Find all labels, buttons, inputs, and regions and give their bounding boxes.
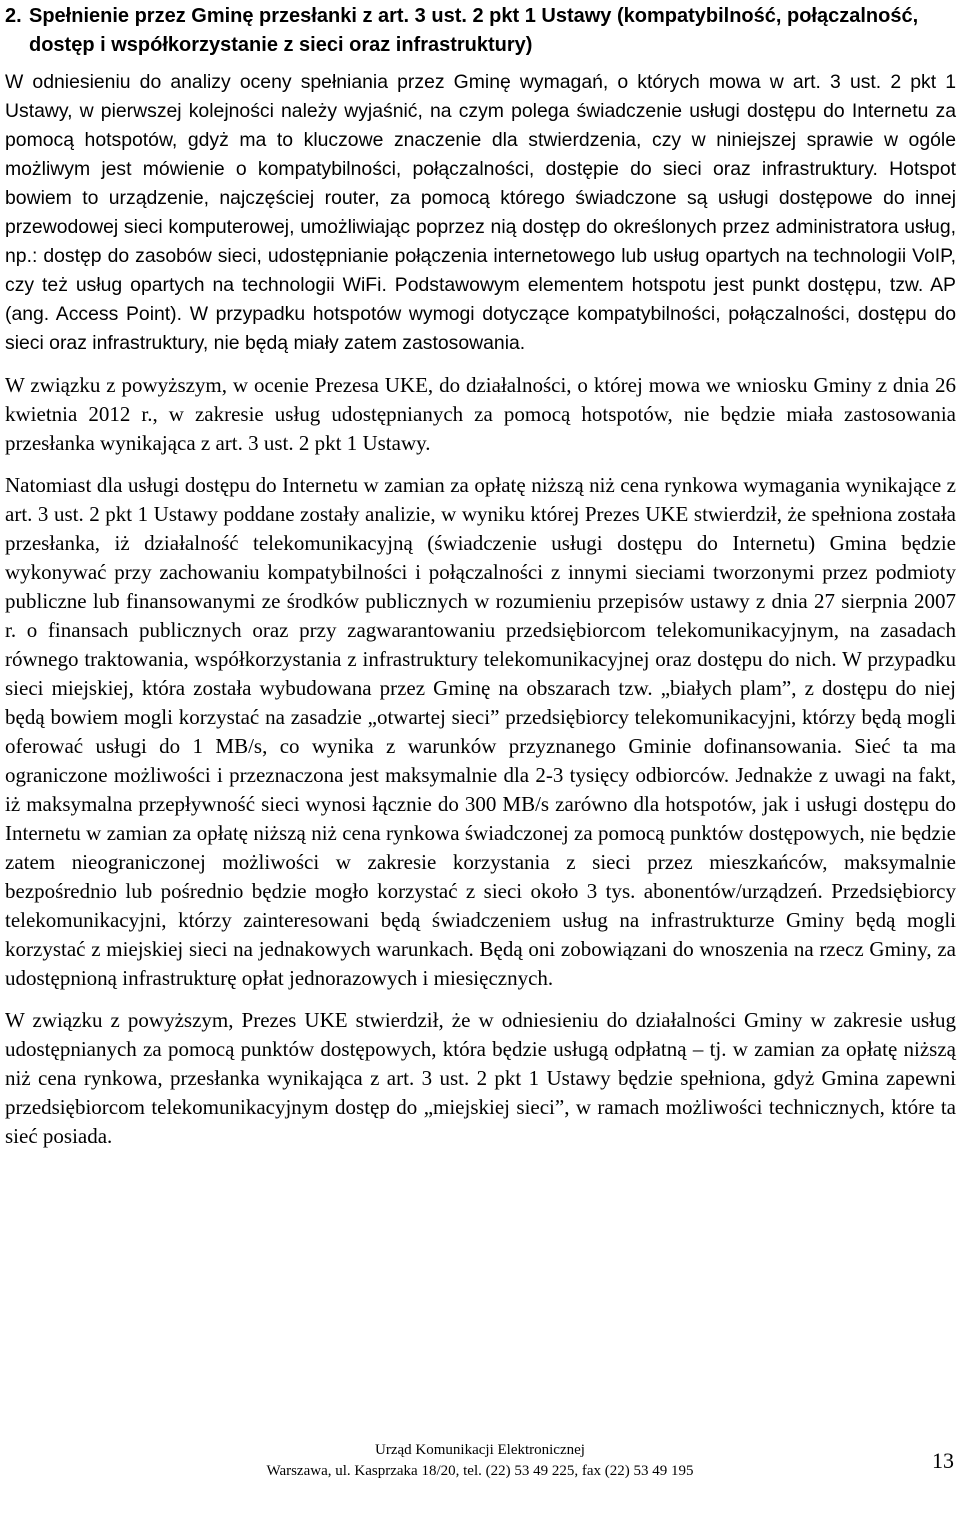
page-footer [0,1440,960,1482]
section-heading [5,2,956,60]
paragraph-hotspot-conclusion: W związku z powyższym, w ocenie Prezesa UKE, do działalności, o której mowa we wniosku Gminy z dnia 26 kwietnia 2012 r., w zakresie usług udostępnianych za pomocą hotspotów, nie będzie miała zastosowania przesłanka wynikająca z art. 3 ust. 2 pkt 1 Ustawy. [5,373,956,455]
page-number: 13 [932,1448,954,1473]
footer-address: Warszawa, ul. Kasprzaka 18/20, tel. (22) 53 49 225, fax (22) 53 49 195 [266,1463,694,1479]
section-number: 2. [5,5,22,27]
footer-office-name: Urząd Komunikacji Elektronicznej [375,1442,585,1458]
paragraph-hotspot-analysis: W odniesieniu do analizy oceny spełniania przez Gminę wymagań, o których mowa w art. 3 ust. 2 pkt 1 Ustawy, w pierwszej kolejności należy wyjaśnić, na czym polega świadczenie usługi dostępu do Internetu za pomocą hotspotów, gdyż ma to kluczowe znaczenie dla stwierdzenia, czy w niniejszej sprawie w ogóle możliwym jest mówienie o kompatybilności, połączalności, dostępie do sieci oraz infrastruktury. Hotspot bowiem to urządzenie, najczęściej router, za pomocą którego świadczone są usługi dostępowe do innej przewodowej sieci komputerowej, umożliwiając poprzez nią dostęp do określonych przez administratora usług, np.: dostęp do zasobów sieci, udostępnianie połączenia internetowego lub usług opartych na technologii VoIP, czy też usług opartych na technologii WiFi. Podstawowym elementem hotspotu jest punkt dostępu, tzw. AP (ang. Access Point). W przypadku hotspotów wymogi dotyczące kompatybilności, połączalności, dostępu do sieci oraz infrastruktury, nie będą miały zatem zastosowania. [5,71,956,354]
paragraph-internet-access-analysis: Natomiast dla usługi dostępu do Internetu w zamian za opłatę niższą niż cena rynkowa wymagania wynikające z art. 3 ust. 2 pkt 1 Ustawy poddane zostały analizie, w wyniku której Prezes UKE stwierdził, że spełniona została przesłanka, iż działalność telekomunikacyjną (świadczenie usługi dostępu do Internetu) Gmina będzie wykonywać przy zachowaniu kompatybilności i połączalności z innymi sieciami tworzonymi przez podmioty publiczne lub finansowanymi ze środków publicznych w rozumieniu przepisów ustawy z dnia 27 sierpnia 2007 r. o finansach publicznych oraz przy zagwarantowaniu przedsiębiorcom telekomunikacyjnym, na zasadach równego traktowania, współkorzystania z infrastruktury telekomunikacyjnej oraz dostępu do nich. W przypadku sieci miejskiej, która została wybudowana przez Gminę na obszarach tzw. „białych plam”, z dostępu do niej będą bowiem mogli korzystać na zasadzie „otwartej sieci” przedsiębiorcy telekomunikacyjni, którzy będą mogli oferować usługi do 1 MB/s, co wynika z warunków przyznanego Gminie dofinansowania. Sieć ta ma ograniczone możliwości i przeznaczona jest maksymalnie dla 2-3 tysięcy odbiorców. Jednakże z uwagi na fakt, iż maksymalna przepływność sieci wynosi łącznie do 300 MB/s zarówno dla hotspotów, jak i usługi dostępu do Internetu w zamian za opłatę niższą niż cena rynkowa świadczonej za pomocą punktów dostępowych, nie będzie zatem nieograniczonej możliwości w zakresie korzystania z sieci przez mieszkańców, maksymalnie bezpośrednio lub pośrednio będzie mogło korzystać z sieci około 3 tys. abonentów/urządzeń. Przedsiębiorcy telekomunikacyjni, którzy zainteresowani będą świadczeniem usług na infrastrukturze Gminy będą mogli korzystać z miejskiej sieci na jednakowych warunkach. Będą oni zobowiązani do wnoszenia na rzecz Gminy, za udostępnioną infrastrukturę opłat jednorazowych i miesięcznych. [5,473,956,990]
paragraph-access-points-conclusion: W związku z powyższym, Prezes UKE stwierdził, że w odniesieniu do działalności Gminy w zakresie usług udostępnianych za pomocą punktów dostępowych, która będzie usługą odpłatną – tj. w zamian za opłatę niższą niż cena rynkowa, przesłanka wynikająca z art. 3 ust. 2 pkt 1 Ustawy będzie spełniona, gdyż Gmina zapewni przedsiębiorcom telekomunikacyjnym dostęp do „miejskiej sieci”, w ramach możliwości technicznych, które ta sieć posiada. [5,1008,956,1148]
section-title: Spełnienie przez Gminę przesłanki z art. 3 ust. 2 pkt 1 Ustawy (kompatybilność, połączalność, dostęp i współkorzystanie z sieci oraz infrastruktury) [29,5,919,56]
